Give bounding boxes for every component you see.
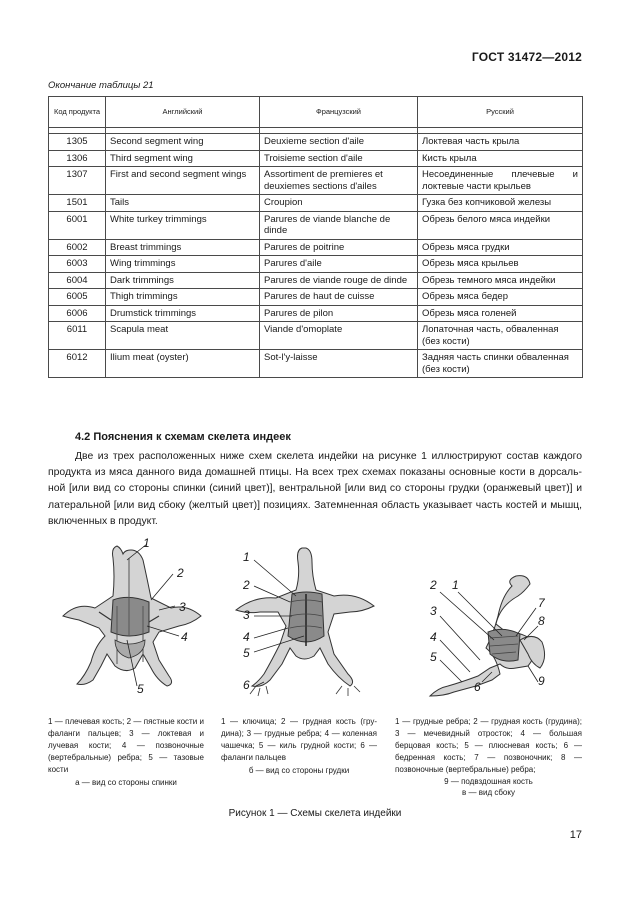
french-name: Parures de poitrine: [260, 239, 418, 256]
english-name: Second segment wing: [106, 134, 260, 151]
table-row: [49, 134, 583, 151]
product-code: 1307: [49, 167, 106, 195]
english-name: Scapula meat: [106, 322, 260, 350]
figure-a-label: 3: [179, 600, 186, 614]
turkey-skeleton-dorsal-image: [55, 536, 210, 706]
table-row: [49, 272, 583, 289]
figure-c-label: 9: [538, 674, 545, 688]
table-row: [49, 195, 583, 212]
product-code: 6003: [49, 256, 106, 273]
english-name: Breast trimmings: [106, 239, 260, 256]
russian-name: Обрезь темного мяса индейки: [418, 272, 583, 289]
french-name: Croupion: [260, 195, 418, 212]
product-code: 1501: [49, 195, 106, 212]
french-name: Parures d'aile: [260, 256, 418, 273]
figure-c-legend-last: 9 — подвздошная кость: [444, 777, 533, 786]
figure-b-label: 6: [243, 678, 250, 692]
english-name: Dark trimmings: [106, 272, 260, 289]
figure-a-caption: а — вид со стороны спинки: [75, 778, 177, 787]
product-code: 1306: [49, 150, 106, 167]
figure-c-label: 4: [430, 630, 437, 644]
product-code: 6004: [49, 272, 106, 289]
table-header-row: [49, 97, 583, 128]
section-title: 4.2 Пояснения к схемам скелета индеек: [75, 431, 291, 443]
figure-b-caption: б — вид со стороны грудки: [248, 766, 350, 775]
table-caption: Окончание таблицы 21: [48, 80, 154, 91]
english-name: First and second segment wings: [106, 167, 260, 195]
products-table: [48, 96, 583, 378]
english-name: Thigh trimmings: [106, 289, 260, 306]
page-number: 17: [569, 829, 582, 841]
english-name: Wing trimmings: [106, 256, 260, 273]
french-name: Viande d'omoplate: [260, 322, 418, 350]
english-name: White turkey trimmings: [106, 211, 260, 239]
product-code: 6005: [49, 289, 106, 306]
product-code: 6011: [49, 322, 106, 350]
figure-a-legend: 1 — плечевая кость; 2 — пястные кости и фаланги пальцев; 3 — локтевая и лучевая кости; 4 — позвоночные (вертебральные) ребра; 5 — тазовые кости: [48, 717, 204, 774]
figure-c-label: 5: [430, 650, 437, 664]
figure-c-label: 7: [538, 596, 545, 610]
figure-caption: Рисунок 1 — Схемы скелета индейки: [228, 808, 402, 819]
table-row: [49, 289, 583, 306]
figure-dorsal-view: [55, 536, 210, 706]
column-header: Английский: [106, 97, 260, 128]
figure-b-label: 3: [243, 608, 250, 622]
table-row: [49, 256, 583, 273]
english-name: Ilium meat (oyster): [106, 350, 260, 378]
russian-name: Лопаточная часть, обваленная (без кости): [418, 322, 583, 350]
product-code: 1305: [49, 134, 106, 151]
table-row: [49, 211, 583, 239]
russian-name: Обрезь мяса бедер: [418, 289, 583, 306]
column-header: Код продукта: [49, 97, 106, 128]
english-name: Tails: [106, 195, 260, 212]
figure-b-label: 2: [243, 578, 250, 592]
figure-a-label: 5: [137, 682, 144, 696]
table-row: [49, 167, 583, 195]
figure-c-legend-text: 1 — грудные ребра; 2 — грудная кость (грудина); 3 — мечевидный отросток; 4 — большая берцовая кость; 5 — плюсневая кость; 6 — бедренная кость; 7 — позвоночник; 8 — позвоночные (вертебральные) ребра;: [395, 717, 582, 774]
figure-c-label: 2: [430, 578, 437, 592]
figure-a-label: 1: [143, 536, 150, 550]
english-name: Drumstick trimmings: [106, 305, 260, 322]
russian-name: Обрезь белого мяса индейки: [418, 211, 583, 239]
table-row: [49, 150, 583, 167]
table-row: [49, 322, 583, 350]
product-code: 6006: [49, 305, 106, 322]
figure-c-label: 1: [452, 578, 459, 592]
french-name: Deuxieme section d'aile: [260, 134, 418, 151]
russian-name: Обрезь мяса крыльев: [418, 256, 583, 273]
figure-lateral-view: [420, 536, 560, 706]
french-name: Troisieme section d'aile: [260, 150, 418, 167]
figure-ventral-view: [230, 536, 380, 706]
turkey-skeleton-ventral-image: [230, 536, 380, 706]
figure-c-label: 3: [430, 604, 437, 618]
standard-header: ГОСТ 31472—2012: [471, 50, 582, 64]
russian-name: Локтевая часть крыла: [418, 134, 583, 151]
french-name: Parures de pilon: [260, 305, 418, 322]
table-row: [49, 305, 583, 322]
figure-b-label: 5: [243, 646, 250, 660]
figure-b-label: 4: [243, 630, 250, 644]
french-name: Sot-l'y-laisse: [260, 350, 418, 378]
figure-c-caption: в — вид сбоку: [462, 788, 515, 797]
figure-b-legend: 1 — ключица; 2 — грудная кость (грудина); 3 — грудные ребра; 4 — коленная чашечка; 5 — киль грудной кости; 6 — фаланги пальцев: [221, 717, 377, 762]
russian-name: Обрезь мяса грудки: [418, 239, 583, 256]
russian-name: Задняя часть спинки обваленная (без кости): [418, 350, 583, 378]
section-paragraph: Две из трех расположенных ниже схем скелета индейки на рисунке 1 иллюстрируют состав каждого продукта из мяса данного вида домашней птицы. На всех трех схемах показаны основные кости в дорсальной [или вид со стороны спинки (синий цвет)], вентральной [или вид со стороны грудки (оранжевый цвет)] и латеральной [или вид сбоку (желтый цвет)] позициях. Затемненная область указывает часть костей и мышц, включенных в продукт.: [48, 451, 582, 527]
figure-c-label: 6: [474, 680, 481, 694]
russian-name: Несоединенные плечевые и локтевые части крыльев: [418, 167, 583, 195]
english-name: Third segment wing: [106, 150, 260, 167]
french-name: Parures de haut de cuisse: [260, 289, 418, 306]
product-code: 6012: [49, 350, 106, 378]
figure-c-label: 8: [538, 614, 545, 628]
table-row: [49, 239, 583, 256]
russian-name: Гузка без копчиковой железы: [418, 195, 583, 212]
product-code: 6002: [49, 239, 106, 256]
product-code: 6001: [49, 211, 106, 239]
french-name: Parures de viande rouge de dinde: [260, 272, 418, 289]
french-name: Parures de viande blanche de dinde: [260, 211, 418, 239]
figure-c-legend: [395, 716, 582, 788]
column-header: Французский: [260, 97, 418, 128]
figure-a-label: 4: [181, 630, 188, 644]
russian-name: Обрезь мяса голеней: [418, 305, 583, 322]
french-name: Assortiment de premieres et deuxiemes sections d'ailes: [260, 167, 418, 195]
table-row: [49, 350, 583, 378]
figure-a-label: 2: [177, 566, 184, 580]
russian-name: Кисть крыла: [418, 150, 583, 167]
figure-b-label: 1: [243, 550, 250, 564]
column-header: Русский: [418, 97, 583, 128]
